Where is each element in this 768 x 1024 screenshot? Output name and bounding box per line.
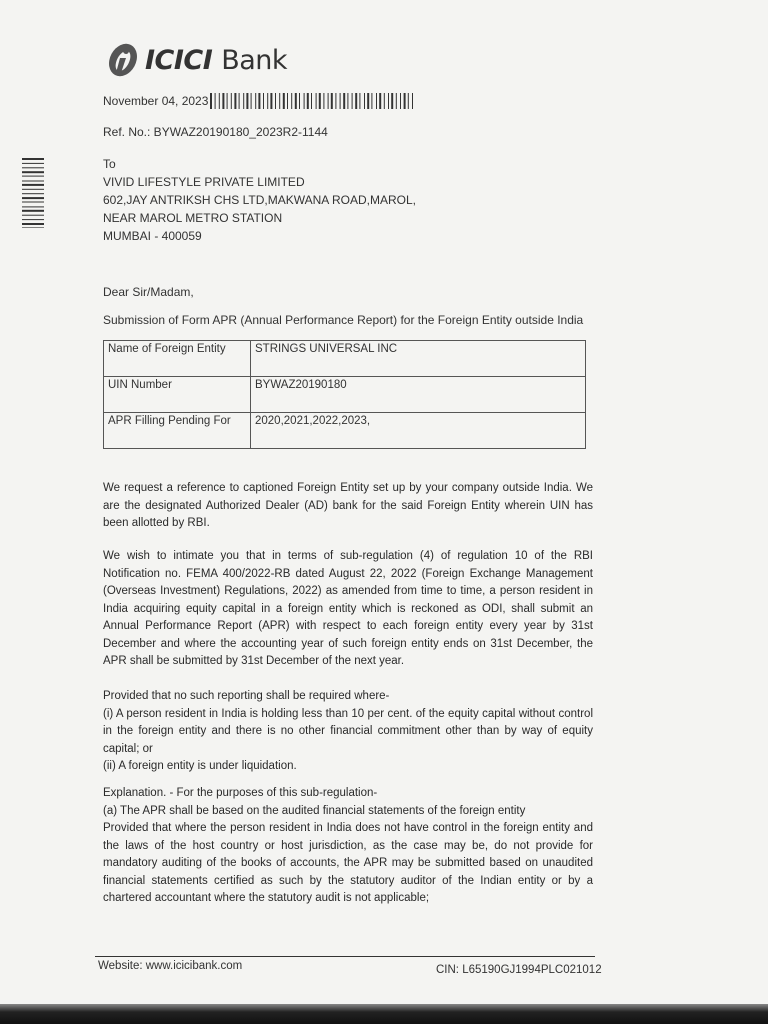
- table-value: BYWAZ20190180: [251, 377, 586, 413]
- table-row: [104, 341, 586, 377]
- address-line: MUMBAI - 400059: [103, 229, 202, 243]
- address-line: NEAR MAROL METRO STATION: [103, 211, 283, 225]
- salutation: Dear Sir/Madam,: [103, 285, 194, 299]
- date-row: [103, 93, 414, 109]
- scan-edge: [0, 1004, 768, 1024]
- letter-date: November 04, 2023: [103, 94, 209, 108]
- explanation-item: (a) The APR shall be based on the audited financial statements of the foreign entity: [103, 804, 526, 817]
- paragraph-regulation: We wish to intimate you that in terms of sub-regulation (4) of regulation 10 of the RBI Notification no. FEMA 400/2022-RB dated August 22, 2022 (Foreign Exchange Management (Overseas Investment) Regulations, 2022) as amended from time to time, a person resident in India acquiring equity capital in a foreign entity which is reckoned as ODI, shall submit an Annual Performance Report (APR) with respect to each foreign entity every year by 31st December and where the accounting year of such foreign entity ends on 31st December, the APR shall be submitted by 31st December of the next year.: [103, 550, 593, 667]
- table-row: [104, 377, 586, 413]
- icici-logo-icon: [103, 40, 143, 80]
- table-key: APR Filling Pending For: [104, 413, 251, 449]
- paragraph-proviso: [103, 688, 593, 776]
- address-line: 602,JAY ANTRIKSH CHS LTD,MAKWANA ROAD,MAROL,: [103, 193, 416, 207]
- table-value: STRINGS UNIVERSAL INC: [251, 341, 586, 377]
- to-label: To: [103, 157, 116, 171]
- entity-details-table: [103, 340, 586, 449]
- proviso-item: (ii) A foreign entity is under liquidation.: [103, 760, 297, 772]
- table-key: UIN Number: [104, 377, 251, 413]
- address-line: VIVID LIFESTYLE PRIVATE LIMITED: [103, 175, 305, 189]
- barcode-icon: [210, 93, 414, 109]
- proviso-intro: Provided that no such reporting shall be required where-: [103, 690, 390, 702]
- subject-line: Submission of Form APR (Annual Performance Report) for the Foreign Entity outside India: [103, 313, 584, 327]
- explanation-proviso: Provided that where the person resident in India does not have control in the foreign entity and the laws of the host country or host jurisdiction, as the case may be, do not provide for mandatory auditing of the books of accounts, the APR may be submitted based on unaudited financial statements certified as such by the statutory auditor of the Indian entity or by a chartered accountant where the statutory audit is not applicable;: [103, 822, 593, 904]
- bank-logo: [103, 40, 287, 80]
- footer-website: Website: www.icicibank.com: [98, 960, 243, 972]
- side-barcode-icon: [22, 158, 52, 228]
- table-key: Name of Foreign Entity: [104, 341, 251, 377]
- proviso-item: (i) A person resident in India is holding less than 10 per cent. of the equity capital without control in the foreign entity and there is no other financial commitment other than by way of equity capital; or: [103, 707, 593, 755]
- recipient-address: [103, 155, 416, 245]
- paragraph-explanation: [103, 785, 593, 908]
- table-row: [104, 413, 586, 449]
- reference-number: Ref. No.: BYWAZ20190180_2023R2-1144: [103, 125, 328, 139]
- footer-divider: [95, 956, 595, 957]
- footer-cin: CIN: L65190GJ1994PLC021012: [436, 964, 602, 976]
- explanation-intro: Explanation. - For the purposes of this sub-regulation-: [103, 787, 378, 799]
- paragraph-request: We request a reference to captioned Foreign Entity set up by your company outside India. We are the designated Authorized Dealer (AD) bank for the said Foreign Entity wherein UIN has been allotted by RBI.: [103, 482, 593, 529]
- logo-wordmark: ICICI Bank: [145, 44, 288, 76]
- table-value: 2020,2021,2022,2023,: [251, 413, 586, 449]
